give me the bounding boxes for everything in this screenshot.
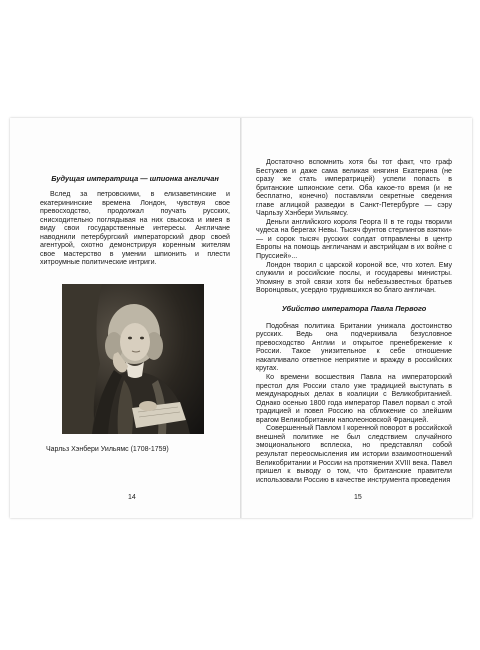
portrait-image: [62, 284, 204, 434]
page-number-left: 14: [128, 494, 136, 501]
right-text-column: [256, 158, 452, 484]
paragraph: Подобная политика Британии унижала достоинство русских. Ведь она подчеркивала безусловное превосходство Англии и открытое пренебрежение к России. Такое унизительное к себе отношение накапливало ответное неприятие и вражду в российских кругах.: [256, 321, 452, 373]
portrait-caption: Чарльз Хэнбери Уильямс (1708-1759): [46, 446, 169, 453]
section-heading-paul-assassination: Убийство императора Павла Первого: [281, 303, 427, 313]
paragraph: Вслед за петровскими, в елизаветинские и екатерининские времена Лондон, чувствуя свое превосходство, продолжал поучать русских, снисходительно поглядывая на них свысока и имея в виду свои государственные интересы. Англичане наводнили петербургский императорский двор своей агентурой, охотно демонстрируя коренным жителям свое мастерство в умении шпионить и плести хитроумные политические интриги.: [40, 190, 230, 267]
portrait-engraving-icon: [62, 284, 204, 434]
paragraph: Лондон творил с царской короной все, что хотел. Ему служили и российские послы, и государевы министры. Упомяну в этой связи хотя бы небезызвестных братьев Воронцовых, усердно трудившихся во благо англичан.: [256, 260, 452, 295]
paragraph: Достаточно вспомнить хотя бы тот факт, что граф Бестужев и даже сама великая княгиня Екатерина (не сразу же стать императрицей) успели попасть в британские шпионские сети. Оба какое-то время (и не бесплатно, конечно) поставляли секретные сведения главе аглицкой разведки в Санкт-Петербурге — сэру Чарльзу Хэнбери Уильямсу.: [256, 158, 452, 218]
left-page: [10, 118, 240, 518]
section-heading-future-empress: Будущая императрица — шпионка англичан: [51, 174, 219, 183]
book-spread: [10, 118, 472, 518]
right-page: [242, 118, 472, 518]
page-number-right: 15: [354, 494, 362, 501]
left-text-column: [40, 190, 230, 267]
paragraph: Деньги английского короля Георга II в те годы творили чудеса на берегах Невы. Тысяч фунтов стерлингов взятки» — и сорок тысяч русских солдат отправлены в центр Европы на помощь англичанам и австрийцам в их войне с Пруссией»...: [256, 217, 452, 261]
paragraph: Ко времени восшествия Павла на императорский престол для России стало уже традицией выступать в международных делах в коалиции с Великобританией. Однако осенью 1800 года император Павел порвал с этой традицией и повел Россию на сближение со злейшим врагом Великобритании наполеоновской Францией.: [256, 373, 452, 424]
paragraph: Совершенный Павлом I коренной поворот в российской внешней политике не был следствием случайного эмоционального всплеска, но представлял собой результат переосмысления им истории взаимоотношений Великобритании и России на протяжении XVIII века. Павел пришел к выводу о том, что британские правители использовали Россию в качестве инструмента проведения: [256, 424, 452, 484]
